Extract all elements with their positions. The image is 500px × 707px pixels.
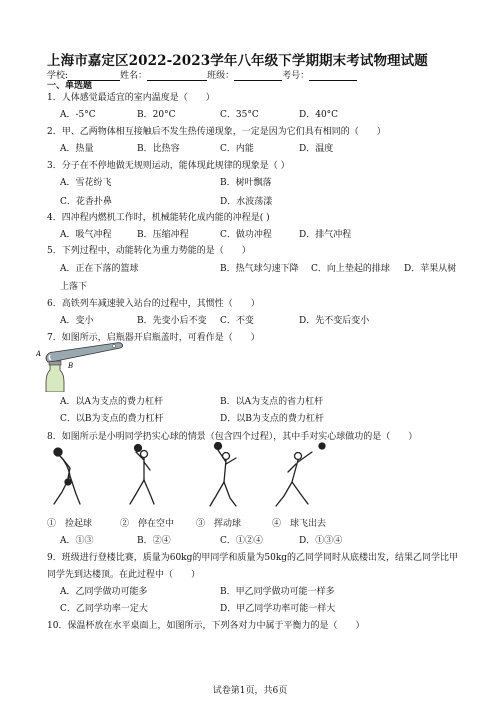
question-7-option-a: A．以A为支点的费力杠杆 <box>60 397 163 407</box>
question-8-option-d: D．①③④ <box>299 536 343 546</box>
question-2-stem: 2．甲、乙两物体相互接触后不发生热传递现象，一定是因为它们具有相同的（ ） <box>47 127 386 137</box>
question-10-stem: 10．保温杯放在水平桌面上，如图所示，下列各对力中属于平衡力的是（ ） <box>47 621 365 631</box>
student-info-line <box>47 68 357 81</box>
question-4-stem: 4．四冲程内燃机工作时，机械能转化成内能的冲程是( ) <box>47 213 270 223</box>
exam-title: 上海市嘉定区2022-2023学年八年级下学期期末考试物理试题 <box>47 53 428 69</box>
figure-pick-up <box>54 448 80 504</box>
question-5-stem: 5．下列过程中，动能转化为重力势能的是（ ） <box>47 246 251 256</box>
question-6-option-a: A．变小 <box>60 316 94 326</box>
figure-3-caption: ③ 挥动球 <box>196 519 242 529</box>
point-b-label: B <box>68 362 74 370</box>
question-3-option-d: D．水波荡漾 <box>220 197 273 207</box>
bottle-opener-figure <box>36 342 128 392</box>
school-label: 学校: <box>47 71 69 81</box>
question-5-option-c: C．向上垫起的排球 <box>311 264 390 274</box>
question-6-stem: 6．高铁列车减速驶入站台的过程中，其惯性（ ） <box>47 299 260 309</box>
question-9-option-d: D．甲乙同学功率可能一样大 <box>220 604 336 614</box>
figure-release <box>276 443 325 506</box>
question-5-option-b: B．热气球匀速下降 <box>220 264 299 274</box>
figure-1-caption: ① 捡起球 <box>47 519 93 529</box>
number-label: 考号： <box>282 71 310 81</box>
question-1-option-d: D．40°C <box>299 110 339 120</box>
question-7-option-d: D．以B为支点的费力杠杆 <box>220 414 324 424</box>
question-3-option-a: A．雪花纷飞 <box>60 178 112 188</box>
question-1-option-c: C．35°C <box>220 110 259 120</box>
question-7-stem: 7．如图所示，启瓶器开启瓶盖时，可看作是（ ） <box>47 333 260 343</box>
class-label: 班级： <box>207 71 235 81</box>
question-3-stem: 3．分子在不停地做无规则运动，能体现此规律的现象是（ ） <box>47 161 290 171</box>
question-8-option-c: C．①②④ <box>220 536 263 546</box>
question-2-option-d: D．温度 <box>299 144 334 154</box>
section-heading: 一、单选题 <box>47 81 93 91</box>
question-5-option-d: D．苹果从树 <box>404 264 457 274</box>
question-4-option-d: D．排气冲程 <box>299 230 352 240</box>
name-label: 姓名： <box>120 71 148 81</box>
number-blank[interactable] <box>309 71 357 81</box>
question-8-option-b: B．②④ <box>137 536 171 546</box>
question-9-stem-continued: 同学先到达楼顶。在此过程中（ ） <box>47 570 201 580</box>
question-5-option-d-continued: 上落下 <box>60 282 88 292</box>
question-4-option-a: A．吸气冲程 <box>60 230 112 240</box>
figure-hold <box>130 445 154 505</box>
question-8-option-a: A．①③ <box>60 536 94 546</box>
point-a-label: A <box>36 350 42 358</box>
question-3-option-b: B．树叶飘落 <box>220 178 272 188</box>
question-9-stem: 9．班级进行登楼比赛，质量为60kg的甲同学和质量为50kg的乙同学同时从底楼出发，结果乙同学比甲 <box>47 553 459 563</box>
question-4-option-b: B．压缩冲程 <box>137 230 189 240</box>
name-blank[interactable] <box>147 71 207 81</box>
figure-4-caption: ④ 球飞出去 <box>272 519 327 529</box>
question-9-option-c: C．乙同学功率一定大 <box>60 604 148 614</box>
question-1-option-b: B．20°C <box>137 110 176 120</box>
question-7-option-b: B．以A为支点的省力杠杆 <box>220 397 324 407</box>
question-6-option-b: B．先变小后不变 <box>137 316 207 326</box>
question-6-option-c: C．不变 <box>220 316 254 326</box>
question-2-option-b: B．比热容 <box>137 144 180 154</box>
question-3-option-c: C．花香扑鼻 <box>60 197 112 207</box>
question-4-option-c: C．做功冲程 <box>220 230 272 240</box>
question-8-stem: 8．如图所示是小明同学扔实心球的情景（包含四个过程），其中手对实心球做功的是（ ） <box>47 432 418 442</box>
question-9-option-a: A．乙同学做功可能多 <box>60 587 148 597</box>
question-2-option-a: A．热量 <box>60 144 94 154</box>
figure-2-caption: ② 停在空中 <box>120 519 175 529</box>
question-2-option-c: C．内能 <box>220 144 254 154</box>
question-5-option-a: A．正在下落的篮球 <box>60 264 139 274</box>
question-7-option-c: C．以B为支点的费力杠杆 <box>60 414 164 424</box>
question-1-option-a: A．-5°C <box>60 110 96 120</box>
question-6-option-d: D．先不变后变小 <box>299 316 370 326</box>
ball-throw-figure <box>40 442 340 514</box>
question-9-option-b: B．甲乙同学做功可能一样多 <box>220 587 335 597</box>
question-1-stem: 1．人体感觉最适宜的室内温度是（ ） <box>47 93 215 103</box>
page-footer: 试卷第1页，共6页 <box>212 686 288 696</box>
figure-swing <box>210 443 236 507</box>
class-blank[interactable] <box>234 71 282 81</box>
